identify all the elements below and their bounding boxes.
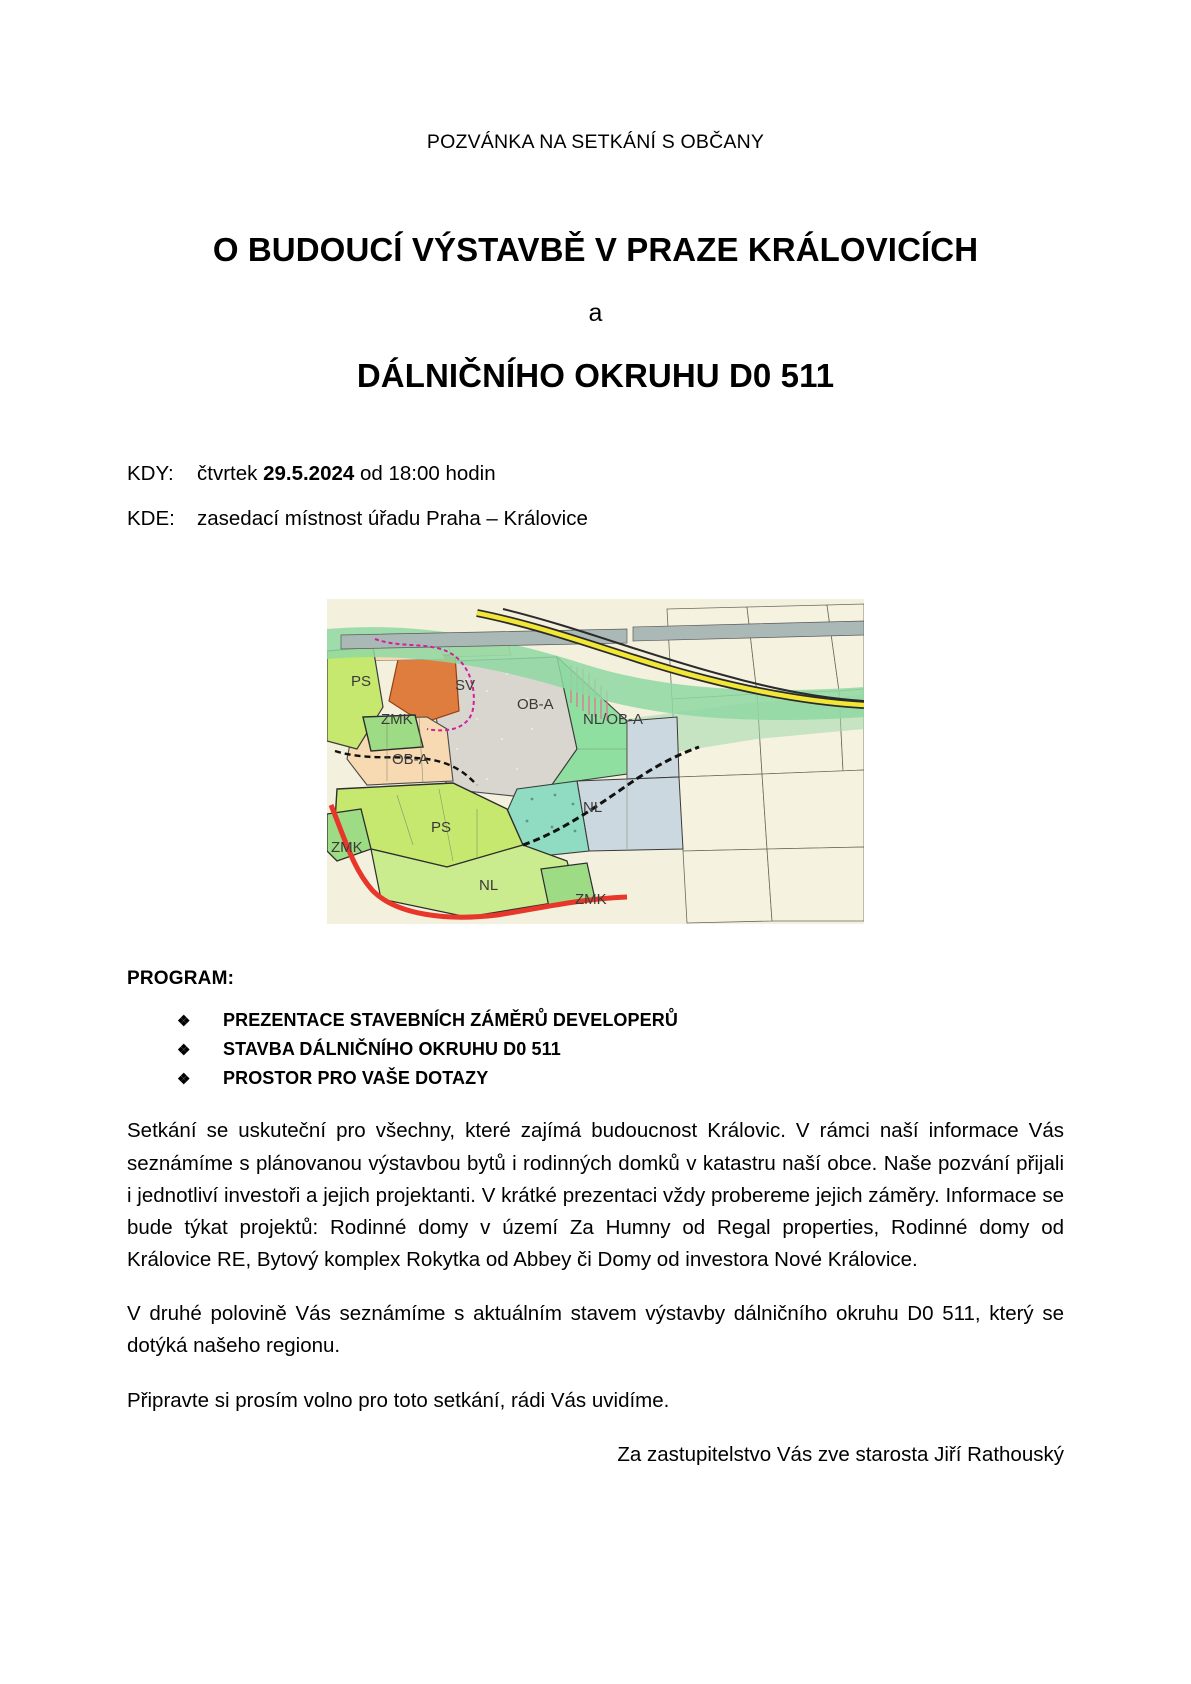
map-zone-label: NL xyxy=(583,798,603,816)
program-item xyxy=(177,1035,1064,1064)
program-item-label: STAVBA DÁLNIČNÍHO OKRUHU D0 511 xyxy=(223,1039,561,1060)
event-when-value xyxy=(197,460,496,488)
map-zone-label: SV xyxy=(455,676,476,694)
diamond-bullet-icon: ❖ xyxy=(177,1012,191,1030)
program-item-label: PREZENTACE STAVEBNÍCH ZÁMĚRŮ DEVELOPERŮ xyxy=(223,1009,678,1030)
event-where-label: KDE: xyxy=(127,507,175,531)
page-title: O BUDOUCÍ VÝSTAVBĚ V PRAZE KRÁLOVICÍCH xyxy=(212,231,979,269)
body-paragraph: V druhé polovině Vás seznámíme s aktuálním stavem výstavby dálničního okruhu D0 511, který se dotýká našeho regionu. xyxy=(127,1302,1064,1358)
event-when-prefix: čtvrtek xyxy=(197,461,264,485)
map-zone-label: PS xyxy=(351,672,372,690)
body-paragraph: Připravte si prosím volno pro toto setkání, rádi Vás uvidíme. xyxy=(127,1388,670,1412)
title-conjunction: a xyxy=(588,298,603,327)
zoning-map xyxy=(327,599,864,924)
program-item-label: PROSTOR PRO VAŠE DOTAZY xyxy=(223,1068,489,1089)
diamond-bullet-icon: ❖ xyxy=(177,1042,191,1060)
event-when-label: KDY: xyxy=(127,461,174,485)
diamond-bullet-icon: ❖ xyxy=(177,1071,191,1089)
program-heading: PROGRAM: xyxy=(127,967,235,989)
map-zone-label: NL/OB-A xyxy=(583,710,644,728)
map-zone-label: PS xyxy=(431,818,452,836)
map-zone-label: OB-A xyxy=(392,750,429,768)
zoning-map-figure xyxy=(127,551,1064,924)
map-zone-label: ZMK xyxy=(331,838,363,856)
event-when-suffix: od 18:00 hodin xyxy=(354,461,496,485)
document-kicker: POZVÁNKA NA SETKÁNÍ S OBČANY xyxy=(426,131,765,153)
page-subtitle: DÁLNIČNÍHO OKRUHU D0 511 xyxy=(356,356,835,394)
signature-line: Za zastupitelstvo Vás zve starosta Jiří Rathouský xyxy=(617,1442,1064,1466)
event-where-row xyxy=(127,505,1064,533)
body-paragraph: Setkání se uskuteční pro všechny, které zajímá budoucnost Královic. V rámci naší informace Vás seznámíme s plánovanou výstavbou bytů i rodinných domků v katastru naší obce. Naše pozvání přijali i jednotliví investoři a jejich projektanti. V krátké prezentaci vždy probereme jejich záměry. Informace se bude týkat projektů: Rodinné domy v území Za Humny od Regal properties, Rodinné domy od Královice RE, Bytový komplex Rokytka od Abbey či Domy od investora Nové Královice. xyxy=(127,1119,1064,1272)
event-date: 29.5.2024 xyxy=(263,461,355,485)
event-when-row xyxy=(127,460,1064,488)
map-zone-label: ZMK xyxy=(575,890,607,908)
zoning-map-graphic xyxy=(327,599,864,924)
event-details xyxy=(127,396,1064,533)
map-zone-label: OB-A xyxy=(517,695,554,713)
event-where-value: zasedací místnost úřadu Praha – Královice xyxy=(197,507,588,531)
program-list xyxy=(127,990,1064,1093)
body-copy xyxy=(127,1093,1064,1416)
program-item xyxy=(177,1006,1064,1035)
program-item xyxy=(177,1064,1064,1093)
map-zone-label: NL xyxy=(479,876,499,894)
map-zone-label: ZMK xyxy=(381,710,413,728)
